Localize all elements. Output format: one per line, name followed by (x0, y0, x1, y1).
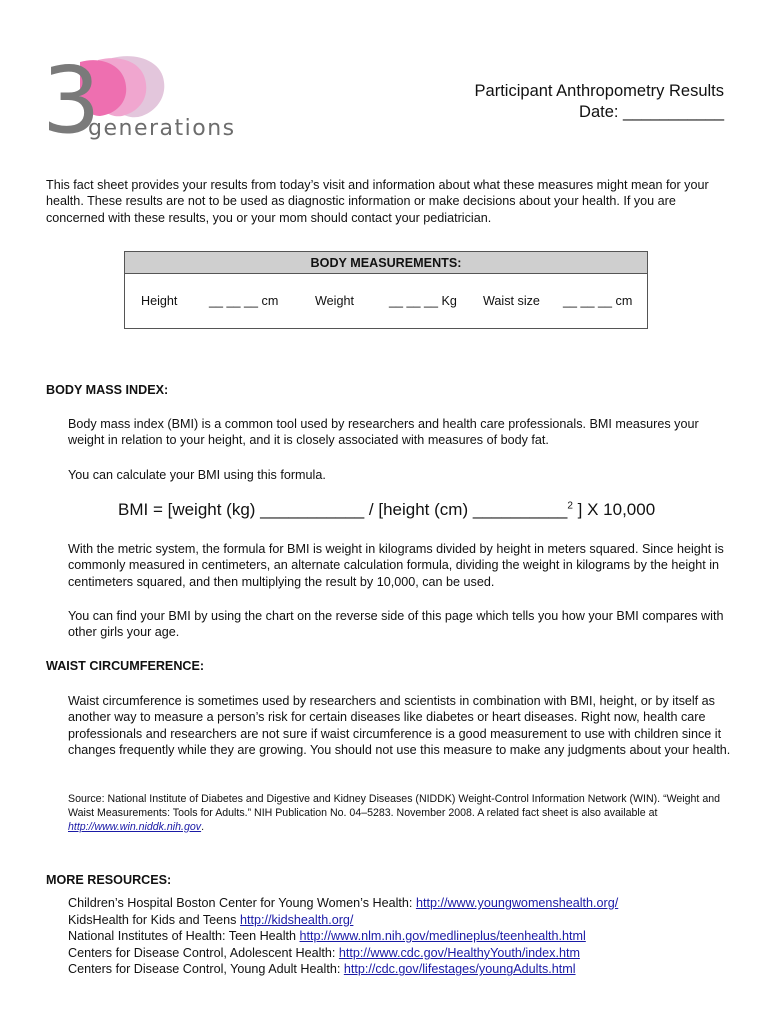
resource-link[interactable]: http://cdc.gov/lifestages/youngAdults.html (343, 962, 576, 977)
bmi-formula-end: ] X 10,000 (572, 500, 656, 519)
bmi-paragraph-1: Body mass index (BMI) is a common tool used by researchers and health care professionals. BMI measures your weight in relation to your height, and it is closely associated with measures of body fat. (68, 417, 699, 448)
resource-link[interactable]: http://kidshealth.org/ (239, 912, 354, 927)
resource-item (68, 961, 618, 978)
bmi-formula-exponent: 2 (567, 500, 573, 512)
source-citation (68, 793, 738, 834)
bmi-formula-main[interactable]: BMI = [weight (kg) ___________ / [height (cm) __________ (118, 500, 568, 519)
weight-field[interactable]: __ __ __ Kg (389, 294, 457, 308)
logo-wordmark: generations (88, 116, 236, 141)
resource-item (68, 945, 618, 962)
bmi-paragraph-4: You can find your BMI by using the chart on the reverse side of this page which tells you how your BMI compares with other girls your age. (68, 609, 724, 640)
waist-field[interactable]: __ __ __ cm (563, 294, 633, 308)
height-field[interactable]: __ __ __ cm (209, 294, 279, 308)
intro-paragraph: This fact sheet provides your results from today’s visit and information about what these measures might mean for your health. These results are not to be used as diagnostic information or make decisions about your health. If you are concerned with these results, you or your mom should contact your pediatrician. (46, 178, 709, 225)
resource-label: KidsHealth for Kids and Teens (68, 912, 240, 927)
resource-link[interactable]: http://www.youngwomenshealth.org/ (415, 896, 619, 910)
waist-paragraph: Waist circumference is sometimes used by researchers and scientists in combination with BMI, height, or by itself as another way to measure a person’s risk for certain diseases like diabetes or heart diseases. Right now, health care professionals and researchers are not sure if waist circumference is a good measurement to use with children since it changes frequently while they are growing. You should not use this measure to make any judgments about your health. (68, 694, 731, 758)
page-title: Participant Anthropometry Results (474, 82, 724, 100)
source-text: Source: National Institute of Diabetes and Digestive and Kidney Diseases (NIDDK) Weight-Control Information Network (WIN). “Weight and Waist Measurements: Tools for Adults.” NIH Publication No. 04–5283. November 2008. A related fact sheet is also available at (68, 793, 720, 819)
weight-label: Weight (315, 294, 354, 308)
resource-label: Children’s Hospital Boston Center for Young Women’s Health: (68, 896, 416, 910)
logo-numeral: 3 (42, 52, 101, 148)
source-end: . (201, 820, 205, 833)
bmi-formula (118, 500, 655, 520)
resources-heading: MORE RESOURCES: (46, 873, 172, 887)
date-field[interactable]: Date: ___________ (579, 103, 724, 121)
resource-item (68, 912, 618, 929)
body-measurements-box (124, 251, 648, 329)
waist-heading: WAIST CIRCUMFERENCE: (46, 659, 205, 673)
resource-label: Centers for Disease Control, Adolescent Health: (68, 945, 339, 960)
bmi-paragraph-3: With the metric system, the formula for BMI is weight in kilograms divided by height in meters squared. Since height is commonly measured in centimeters, an alternate calculation formula, dividing the weight in kilograms by the height in centimeters squared, and then multiplying the result by 10,000, can be used. (68, 542, 724, 589)
resource-item (68, 895, 618, 912)
header (475, 81, 724, 123)
bmi-heading: BODY MASS INDEX: (46, 383, 169, 397)
resource-label: Centers for Disease Control, Young Adult Health: (68, 962, 344, 977)
resource-link[interactable]: http://www.cdc.gov/HealthyYouth/index.htm (338, 945, 580, 960)
waist-label: Waist size (483, 294, 540, 308)
resource-label: National Institutes of Health: Teen Health (68, 929, 300, 944)
body-measurements-heading: BODY MEASUREMENTS: (125, 252, 647, 274)
source-link[interactable]: http://www.win.niddk.nih.gov (68, 820, 202, 833)
height-label: Height (141, 294, 178, 308)
resource-item (68, 928, 618, 945)
resource-link[interactable]: http://www.nlm.nih.gov/medlineplus/teenhealth.html (299, 929, 586, 944)
bmi-paragraph-2: You can calculate your BMI using this formula. (68, 468, 326, 482)
logo (40, 52, 236, 148)
resources-list (68, 895, 618, 978)
